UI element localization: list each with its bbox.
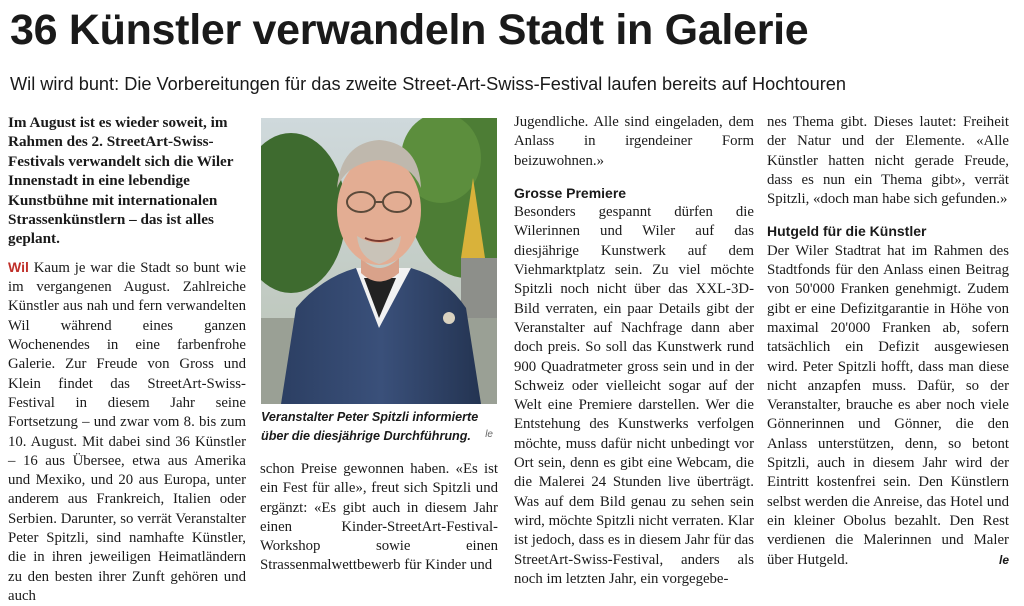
photo-caption-text: Veranstalter Peter Spitzli informierte über die diesjährige Durchführung. — [261, 410, 479, 443]
dateline: Wil — [8, 258, 29, 275]
subheadline: Wil wird bunt: Die Vorbereitungen für das zweite Street-Art-Swiss-Festival laufen bereits auf Hochtouren — [10, 74, 846, 94]
photo-credit: le — [485, 429, 493, 440]
body-intro-text: Kaum je war die Stadt so bunt wie im vergangenen August. Zahlreiche Künstler aus nah und fern verwandelten Wil während eines ganzen Wochenendes in eine farbenfrohe Galerie. Zur Freude von Gross und Klein findet das StreetArt-Swiss-Festival in diesem Jahr seine Fortsetzung – und zwar vom 8. bis zum 10. August. Mit dabei sind 36 Künstler – 16 aus Übersee, etwa aus Amerika und Mexiko, und 20 aus Europa, unter anderem aus Frankreich, Italien oder Serbien. Darunter, so verrät Veranstalter Peter Spitzli, sind namhafte Künstler, die in ihren jeweiligen Heimatländern zu den besten ihrer Zunft gehören und auch — [8, 259, 246, 604]
subheading-hutgeld: Hutgeld für die Künstler — [767, 223, 927, 240]
body-paragraph-col2: schon Preise gewonnen haben. «Es ist ein Fest für alle», freut sich Spitzli und ergänzt: «Es gibt auch in diesem Jahr einen Kinder-StreetArt-Festival-Workshop sowie einen Strassenmalwettbewerb für Kinder und — [260, 461, 498, 574]
body-paragraph-intro — [8, 258, 246, 606]
headline: 36 Künstler verwandeln Stadt in Galerie — [10, 6, 809, 54]
photo-caption — [261, 408, 497, 446]
column-3 — [514, 113, 754, 589]
author-signature: le — [998, 552, 1009, 567]
column-4 — [767, 113, 1009, 570]
lead-paragraph: Im August ist es wieder soweit, im Rahmen des 2. StreetArt-Swiss-Festivals verwandelt sich die Wiler Innenstadt in eine lebendige Kunstbühne mit internationalen Strassenkünstlern – das ist alles geplant. — [8, 114, 234, 248]
portrait-illustration — [261, 118, 497, 404]
body-paragraph-premiere: Besonders gespannt dürfen die Wilerinnen und Wiler auf das diesjährige Kunstwerk auf dem Viehmarktplatz sein. Zu viel möchte Spitzli noch nicht über das XXL-3D-Bild verraten, ein paar Details gibt der Veranstalter auf Nachfrage dann aber doch preis. So soll das Kunstwerk rund 900 Quadratmeter gross sein und in der Schweiz oder vielleicht sogar auf der Welt eine Premiere darstellen. Wer die Entstehung des Kunstwerks verfolgen möchte, muss dafür nicht unbedingt vor Ort sein, denn es gibt eine Webcam, die die Malerei 24 Stunden live überträgt. Was auf dem Bild genau zu sehen sein wird, möchte Spitzli nicht verraten. Klar ist jedoch, dass es in diesem Jahr für das StreetArt-Swiss-Festival, anders als noch im letzten Jahr, ein vorgegebe- — [514, 204, 754, 587]
column-2 — [260, 460, 498, 576]
body-paragraph-hutgeld — [767, 242, 1009, 570]
column-1 — [8, 113, 246, 606]
body-hutgeld-text: Der Wiler Stadtrat hat im Rahmen des Stadtfonds für den Anlass einen Beitrag von 50'000 Franken genehmigt. Zudem gibt er eine Defizitgarantie in Höhe von maximal 20'000 Franken ab, sofern tatsächlich ein Defizit ausgewiesen wird. Peter Spitzli hofft, dass man diese nicht anzapfen muss. Dafür, so der Veranstalter, brauche es aber noch viele Gönnerinnen und Gönner, die den Anlass unterstützen, denn, so betont Spitzli, auch in diesem Jahr wird der Eintritt kostenfrei sein. Den Künstlern selbst werden die Anreise, das Hotel und ein kleiner Obolus bezahlt. Den Rest verdienen die Malerinnen und Maler über Hutgeld. — [767, 242, 1009, 568]
subheading-premiere: Grosse Premiere — [514, 184, 627, 201]
body-paragraph-col3-intro: Jugendliche. Alle sind eingeladen, dem Anlass in irgendeiner Form beizuwohnen.» — [514, 114, 754, 169]
portrait-photo — [261, 118, 497, 404]
body-paragraph-col4-intro: nes Thema gibt. Dieses lautet: Freiheit der Natur und der Elemente. «Alle Künstler hatten nicht gerade Freude, dass es nun ein Thema gibt», verrät Spitzli, «doch man habe sich gefunden.» — [767, 114, 1009, 208]
